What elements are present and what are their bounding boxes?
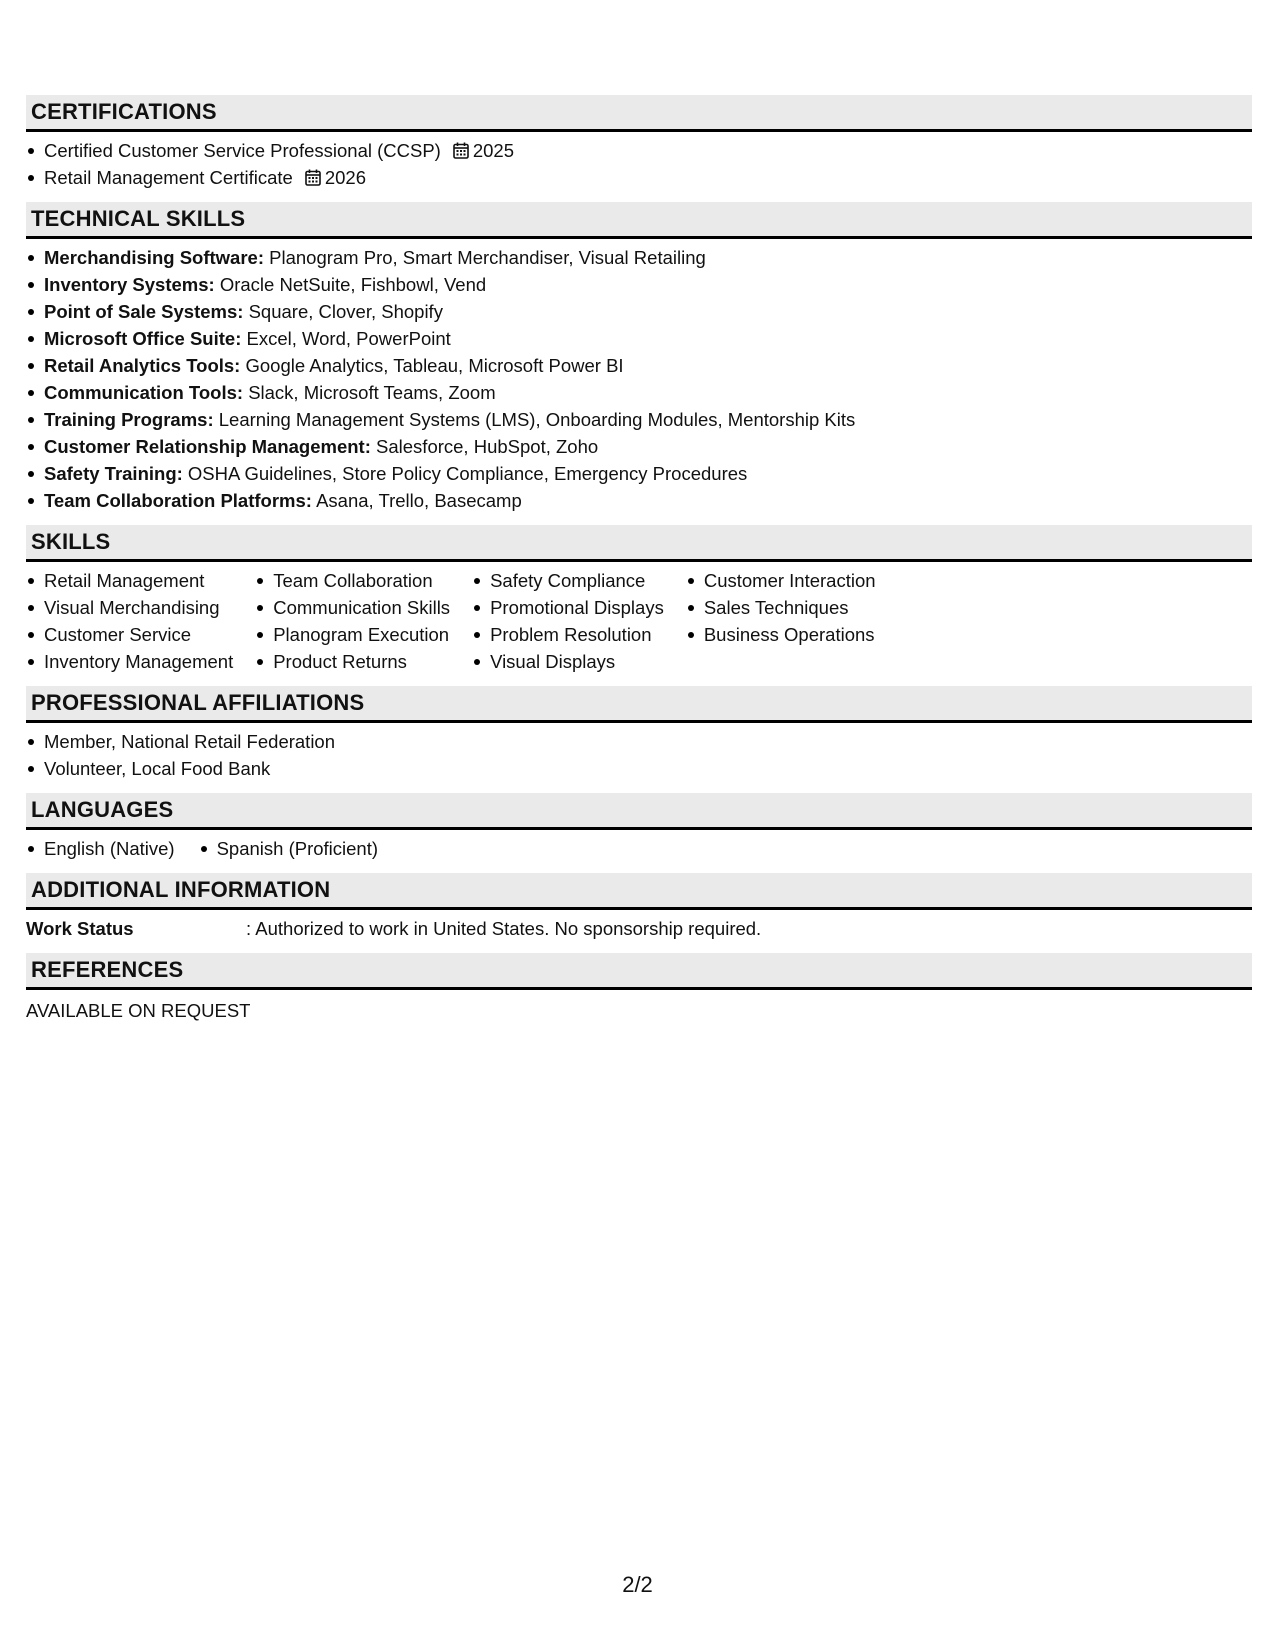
technical-skill-item bbox=[26, 352, 1252, 379]
references-heading: REFERENCES bbox=[26, 953, 1252, 990]
skill-item: Promotional Displays bbox=[472, 594, 664, 621]
certification-item bbox=[26, 164, 1252, 191]
technical-skill-label: Communication Tools: bbox=[44, 382, 244, 403]
page-number: 2/2 bbox=[622, 1572, 653, 1597]
technical-skill-label: Retail Analytics Tools: bbox=[44, 355, 241, 376]
skill-item: Customer Interaction bbox=[686, 567, 876, 594]
calendar-icon bbox=[305, 169, 321, 186]
technical-skills-list bbox=[26, 239, 1252, 525]
skills-column bbox=[686, 567, 876, 675]
skills-column bbox=[255, 567, 450, 675]
certifications-heading: CERTIFICATIONS bbox=[26, 95, 1252, 132]
skill-item: Customer Service bbox=[26, 621, 233, 648]
skills-column bbox=[472, 567, 664, 675]
technical-skill-label: Safety Training: bbox=[44, 463, 183, 484]
technical-skill-label: Microsoft Office Suite: bbox=[44, 328, 242, 349]
technical-skill-value: Salesforce, HubSpot, Zoho bbox=[376, 436, 599, 457]
affiliations-list bbox=[26, 723, 1252, 793]
skill-item: Safety Compliance bbox=[472, 567, 664, 594]
technical-skill-item bbox=[26, 460, 1252, 487]
certifications-list bbox=[26, 132, 1252, 202]
technical-skill-value: Slack, Microsoft Teams, Zoom bbox=[248, 382, 496, 403]
skill-item: Business Operations bbox=[686, 621, 876, 648]
technical-skill-item bbox=[26, 406, 1252, 433]
affiliation-item: Volunteer, Local Food Bank bbox=[26, 755, 1252, 782]
technical-skill-value: Excel, Word, PowerPoint bbox=[246, 328, 451, 349]
technical-skill-label: Inventory Systems: bbox=[44, 274, 215, 295]
skills-column bbox=[26, 567, 233, 675]
additional-info-section bbox=[26, 873, 1252, 953]
technical-skill-item bbox=[26, 271, 1252, 298]
affiliations-heading: PROFESSIONAL AFFILIATIONS bbox=[26, 686, 1252, 723]
skills-columns bbox=[26, 562, 1252, 686]
skill-item: Planogram Execution bbox=[255, 621, 450, 648]
technical-skill-item bbox=[26, 379, 1252, 406]
skill-item: Visual Displays bbox=[472, 648, 664, 675]
technical-skill-value: Asana, Trello, Basecamp bbox=[316, 490, 522, 511]
certification-year: 2025 bbox=[472, 140, 515, 161]
certification-name: Retail Management Certificate bbox=[44, 167, 293, 188]
skill-item: Product Returns bbox=[255, 648, 450, 675]
technical-skill-item bbox=[26, 433, 1252, 460]
skill-item: Team Collaboration bbox=[255, 567, 450, 594]
languages-section bbox=[26, 793, 1252, 873]
certifications-section bbox=[26, 95, 1252, 202]
work-status-value: : Authorized to work in United States. No sponsorship required. bbox=[246, 918, 762, 939]
technical-skill-label: Training Programs: bbox=[44, 409, 214, 430]
language-item: Spanish (Proficient) bbox=[199, 835, 378, 862]
skill-item: Communication Skills bbox=[255, 594, 450, 621]
calendar-icon bbox=[453, 142, 469, 159]
languages-list bbox=[26, 830, 1252, 873]
technical-skill-value: Google Analytics, Tableau, Microsoft Power BI bbox=[245, 355, 624, 376]
technical-skill-label: Customer Relationship Management: bbox=[44, 436, 371, 457]
skill-item: Retail Management bbox=[26, 567, 233, 594]
certification-item bbox=[26, 137, 1252, 164]
references-section bbox=[26, 953, 1252, 1024]
technical-skills-heading: TECHNICAL SKILLS bbox=[26, 202, 1252, 239]
technical-skill-value: OSHA Guidelines, Store Policy Compliance, Emergency Procedures bbox=[187, 463, 748, 484]
skill-item: Visual Merchandising bbox=[26, 594, 233, 621]
technical-skill-label: Team Collaboration Platforms: bbox=[44, 490, 312, 511]
technical-skill-value: Oracle NetSuite, Fishbowl, Vend bbox=[219, 274, 487, 295]
technical-skills-section bbox=[26, 202, 1252, 525]
affiliations-section bbox=[26, 686, 1252, 793]
technical-skill-value: Square, Clover, Shopify bbox=[248, 301, 443, 322]
certification-name: Certified Customer Service Professional (CCSP) bbox=[44, 140, 441, 161]
technical-skill-item bbox=[26, 325, 1252, 352]
technical-skill-item bbox=[26, 487, 1252, 514]
technical-skill-value: Planogram Pro, Smart Merchandiser, Visual Retailing bbox=[269, 247, 706, 268]
work-status-row bbox=[26, 910, 1252, 953]
certification-year: 2026 bbox=[324, 167, 366, 188]
languages-heading: LANGUAGES bbox=[26, 793, 1252, 830]
skill-item: Sales Techniques bbox=[686, 594, 876, 621]
resume-page bbox=[26, 95, 1252, 1024]
technical-skill-label: Merchandising Software: bbox=[44, 247, 264, 268]
technical-skill-label: Point of Sale Systems: bbox=[44, 301, 244, 322]
technical-skill-item bbox=[26, 298, 1252, 325]
skill-item: Inventory Management bbox=[26, 648, 233, 675]
work-status-label: Work Status bbox=[26, 918, 134, 939]
skill-item: Problem Resolution bbox=[472, 621, 664, 648]
references-text: AVAILABLE ON REQUEST bbox=[26, 1000, 251, 1021]
language-item: English (Native) bbox=[26, 835, 175, 862]
technical-skill-value: Learning Management Systems (LMS), Onboarding Modules, Mentorship Kits bbox=[218, 409, 856, 430]
technical-skill-item bbox=[26, 244, 1252, 271]
skills-heading: SKILLS bbox=[26, 525, 1252, 562]
additional-info-heading: ADDITIONAL INFORMATION bbox=[26, 873, 1252, 910]
skills-section bbox=[26, 525, 1252, 686]
affiliation-item: Member, National Retail Federation bbox=[26, 728, 1252, 755]
